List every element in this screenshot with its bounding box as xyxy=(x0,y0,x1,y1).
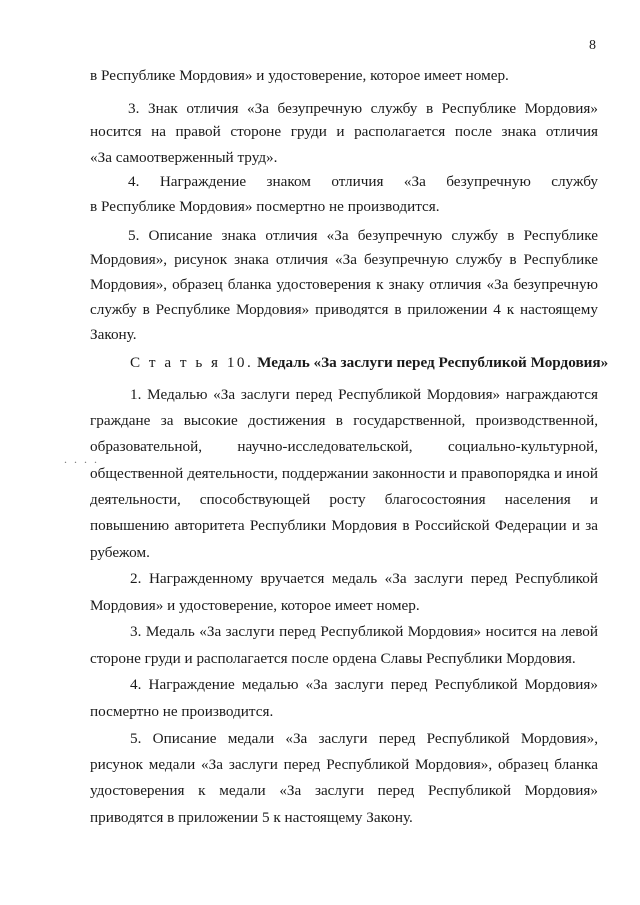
paragraph-line: 5. Описание знака отличия «За безупречную службу в Республике xyxy=(128,227,598,244)
paragraph-line: посмертно не производится. xyxy=(90,703,274,720)
paragraph-line: носится на правой стороне груди и располагается после знака отличия xyxy=(90,123,598,140)
paragraph-line: 5. Описание медали «За заслуги перед Республикой Мордовия», xyxy=(130,730,598,747)
paragraph-line: 4. Награждение знаком отличия «За безупречную службу xyxy=(128,173,598,190)
paragraph-line: граждане за высокие достижения в государственной, производственной, xyxy=(90,412,598,429)
paragraph-line: рисунок медали «За заслуги перед Республикой Мордовия», образец бланка xyxy=(90,756,598,773)
paragraph-line: рубежом. xyxy=(90,544,150,561)
paragraph-line: Мордовия» и удостоверение, которое имеет номер. xyxy=(90,597,420,614)
paragraph-line: Закону. xyxy=(90,326,137,343)
paragraph-line: в Республике Мордовия» и удостоверение, которое имеет номер. xyxy=(90,67,509,84)
margin-marks: . . . . xyxy=(64,452,99,466)
paragraph-line: 3. Знак отличия «За безупречную службу в Республике Мордовия» xyxy=(128,100,598,117)
paragraph-line: повышению авторитета Республики Мордовия в Российской Федерации и за xyxy=(90,517,598,534)
article-label: С т а т ь я 10. xyxy=(130,354,254,371)
page-number: 8 xyxy=(589,38,596,53)
paragraph-line: стороне груди и располагается после ордена Славы Республики Мордовия. xyxy=(90,650,576,667)
paragraph-line: 2. Награжденному вручается медаль «За заслуги перед Республикой xyxy=(130,570,598,587)
paragraph-line: Мордовия», образец бланка удостоверения к знаку отличия «За безупречную xyxy=(90,276,598,293)
paragraph-line: деятельности, способствующей росту благосостояния населения и xyxy=(90,491,598,508)
paragraph-line: 1. Медалью «За заслуги перед Республикой Мордовия» награждаются xyxy=(130,386,598,403)
paragraph-line: службу в Республике Мордовия» приводятся в приложении 4 к настоящему xyxy=(90,301,598,318)
paragraph-line: удостоверения к медали «За заслуги перед Республикой Мордовия» xyxy=(90,782,598,799)
paragraph-line: общественной деятельности, поддержании законности и правопорядка и иной xyxy=(90,465,598,482)
paragraph-line: образовательной, научно-исследовательской, социально-культурной, xyxy=(90,438,598,455)
paragraph-line: «За самоотверженный труд». xyxy=(90,149,278,166)
paragraph-line: в Республике Мордовия» посмертно не производится. xyxy=(90,198,440,215)
article-heading xyxy=(130,353,609,373)
paragraph-line: Мордовия», рисунок знака отличия «За безупречную службу в Республике xyxy=(90,251,598,268)
paragraph-line: приводятся в приложении 5 к настоящему Закону. xyxy=(90,809,413,826)
paragraph-line: 3. Медаль «За заслуги перед Республикой Мордовия» носится на левой xyxy=(130,623,598,640)
paragraph-line: 4. Награждение медалью «За заслуги перед Республикой Мордовия» xyxy=(130,676,598,693)
article-title: Медаль «За заслуги перед Республикой Мордовия» xyxy=(257,354,609,371)
